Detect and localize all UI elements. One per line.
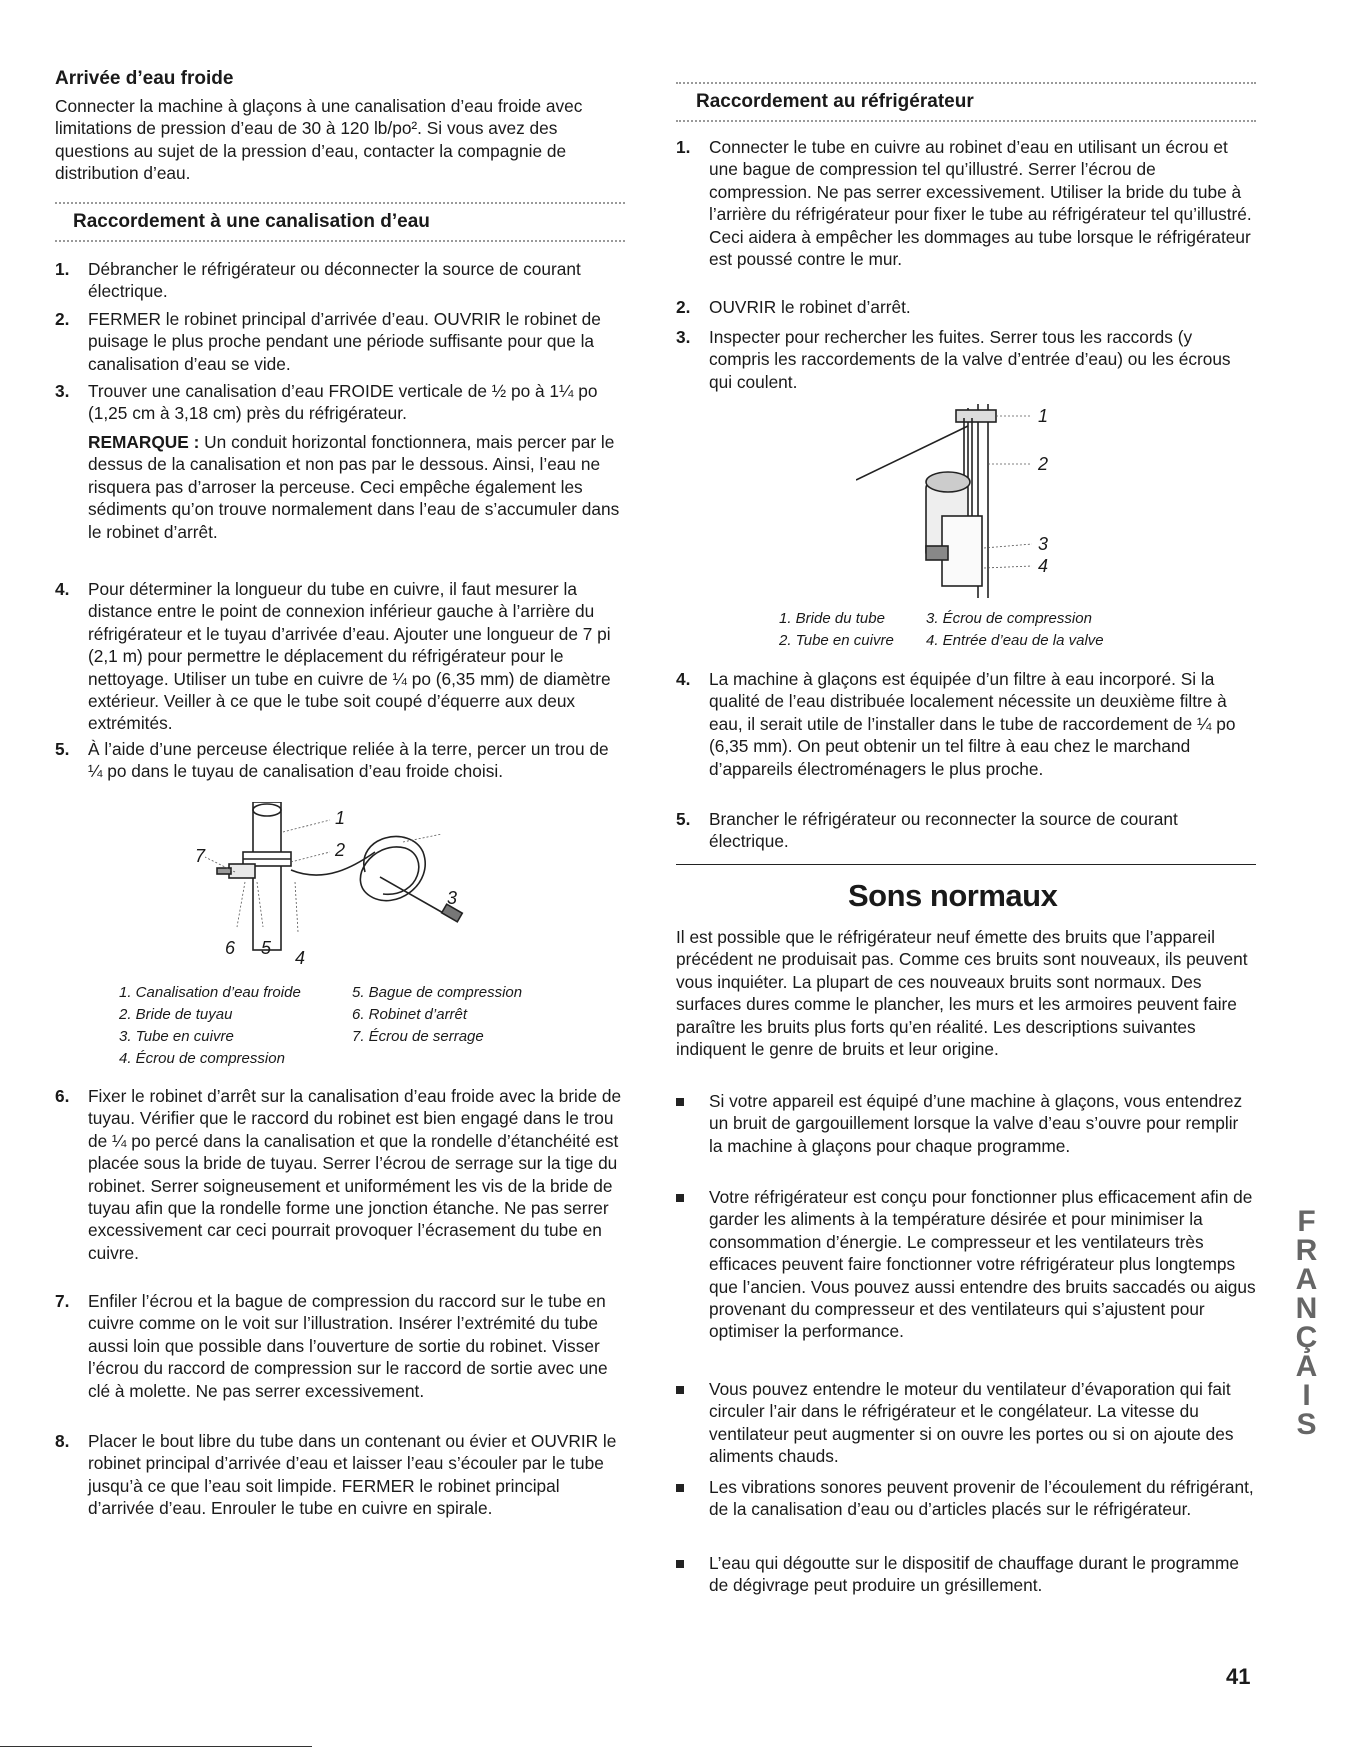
figure-caption-col2 <box>926 608 1104 652</box>
step-text: FERMER le robinet principal d’arrivée d’eau. OUVRIR le robinet de puisage le plus proche pendant une période suffisante pour que la canalisation d’eau se vide. <box>88 309 601 374</box>
figure-refrigerator-connection <box>856 398 1076 602</box>
bullet-text: L’eau qui dégoutte sur le dispositif de chauffage durant le programme de dégivrage peut produire un grésillement. <box>709 1553 1239 1596</box>
heading-sons-normaux: Sons normaux <box>848 878 1058 913</box>
remarque-note <box>88 431 625 543</box>
caption-item: 1. Canalisation d’eau froide <box>119 984 301 1001</box>
bullet-text: Votre réfrigérateur est conçu pour fonctionner plus efficacement afin de garder les aliments à la température désirée et pour minimiser la consommation d’énergie. Le compresseur et les ventilateurs très efficaces peuvent faire fonctionner votre réfrigérateur plus longtemps que l’ancien. Vous pouvez aussi entendre des bruits saccadés ou aigus provenant du compresseur et des ventilateurs qui s’ajustent pour optimiser la performance. <box>709 1187 1256 1342</box>
figure-label-3: 3 <box>1038 534 1049 554</box>
step-text: Pour déterminer la longueur du tube en cuivre, il faut mesurer la distance entre le point de connexion inférieur gauche à l’arrière du réfrigérateur et le tuyau d’arrivée d’eau. Ajouter une longueur de 7 pi (2,1 m) pour permettre le déplacement du réfrigérateur pour le nettoyage. Utiliser un tube en cuivre de ¼ po (6,35 mm) de diamètre extérieur. Veiller à ce que le tube soit coupé d’équerre aux deux extrémités. <box>88 579 611 734</box>
step-text: Enfiler l’écrou et la bague de compression du raccord sur le tube en cuivre comme on le voit sur l’illustration. Insérer l’extrémité du tube aussi loin que possible dans l’ouverture de sortie du robinet. Visser l’écrou du raccord de compression sur le raccord de sortie avec une clé à molette. Ne pas serrer excessivement. <box>88 1291 608 1401</box>
language-side-tab: FRANÇAIS <box>1290 1205 1323 1437</box>
figure-label-7: 7 <box>195 846 206 866</box>
figure-water-line-connection <box>195 802 535 972</box>
step-number: 6. <box>55 1086 70 1106</box>
step-number: 3. <box>676 327 691 347</box>
step-number: 5. <box>55 739 70 759</box>
figure-caption-col1 <box>779 608 894 652</box>
figure-label-2: 2 <box>335 840 346 860</box>
step-number: 2. <box>55 309 70 329</box>
figure-label-1: 1 <box>335 808 346 828</box>
figure-label-1: 1 <box>1038 406 1049 426</box>
caption-item: 4. Entrée d’eau de la valve <box>926 632 1104 649</box>
heading-raccordement-refrigerateur: Raccordement au réfrigérateur <box>696 91 974 112</box>
dotted-divider <box>55 240 625 242</box>
step-text: La machine à glaçons est équipée d’un filtre à eau incorporé. Si la qualité de l’eau distribuée localement nécessite un deuxième filtre à eau, il serait utile de l’installer dans le tube de raccordement de ¼ po (6,35 mm). On peut obtenir un tel filtre à eau chez le marchand d’appareils électroménagers le plus proche. <box>709 669 1236 779</box>
bullet-square-icon <box>676 1484 684 1492</box>
step-number: 3. <box>55 381 70 401</box>
step-number: 4. <box>55 579 70 599</box>
paragraph-sons: Il est possible que le réfrigérateur neuf émette des bruits que l’appareil précédent ne produisait pas. Comme ces bruits sont nouveaux, ils peuvent vous inquiéter. La plupart de ces nouveaux bruits sont normaux. Des surfaces dures comme le plancher, les murs et les armoires peuvent faire paraître les bruits plus forts qu’en réalité. Les descriptions suivantes indiquent le genre de bruits et leur origine. <box>676 927 1248 1060</box>
bullet-text: Les vibrations sonores peuvent provenir de l’écoulement du réfrigérant, de la canalisation d’eau ou d’articles placés sur le réfrigérateur. <box>709 1477 1254 1520</box>
section-divider <box>676 864 1256 865</box>
bullet-square-icon <box>676 1560 684 1568</box>
step-number: 8. <box>55 1431 70 1451</box>
figure-drawing <box>205 802 535 972</box>
bullet-square-icon <box>676 1098 684 1106</box>
figure-caption-col2 <box>352 982 522 1048</box>
caption-item: 2. Tube en cuivre <box>779 632 894 649</box>
caption-item: 1. Bride du tube <box>779 610 885 627</box>
bullet-text: Vous pouvez entendre le moteur du ventilateur d’évaporation qui fait circuler l’air dans le réfrigérateur et le congélateur. La vitesse du ventilateur peut augmenter si on ouvre les portes ou si on ajoute des aliments chauds. <box>709 1379 1234 1467</box>
caption-item: 6. Robinet d’arrêt <box>352 1006 468 1023</box>
step-text: Fixer le robinet d’arrêt sur la canalisation d’eau froide avec la bride de tuyau. Vérifier que le raccord du robinet est bien engagé dans le trou de ¼ po percé dans la canalisation et que la rondelle d’étanchéité est placée sous la bride de tuyau. Serrer l’écrou de serrage sur la tige du robinet. Serrer soigneusement et uniformément les vis de la bride de tuyau afin que la rondelle forme une jonction étanche. Ne pas serrer excessivement car ceci pourrait provoquer l’écrasement du tube en cuivre. <box>88 1086 622 1263</box>
bullet-text: Si votre appareil est équipé d’une machine à glaçons, vous entendrez un bruit de gargouillement lorsque la valve d’eau s’ouvre pour remplir la machine à glaçons pour chaque programme. <box>709 1091 1243 1156</box>
step-text: OUVRIR le robinet d’arrêt. <box>709 297 911 317</box>
remarque-text: Un conduit horizontal fonctionnera, mais percer par le dessus de la canalisation et non pas par le dessous. Ainsi, l’eau ne risquera pas d’arroser la perceuse. Ceci empêche également les sédiments qu’on trouve normalement dans l’eau de s’accumuler dans le robinet d’arrêt. <box>88 432 620 542</box>
figure-label-4: 4 <box>1038 556 1049 576</box>
figure-label-6: 6 <box>225 938 236 958</box>
bullet-square-icon <box>676 1386 684 1394</box>
step-number: 4. <box>676 669 691 689</box>
heading-arrivee-eau-froide: Arrivée d’eau froide <box>55 68 234 89</box>
step-text: Inspecter pour rechercher les fuites. Serrer tous les raccords (y compris les raccordements de la valve d’entrée d’eau) ou les écrous qui coulent. <box>709 327 1231 392</box>
heading-raccordement-canalisation: Raccordement à une canalisation d’eau <box>73 211 430 232</box>
caption-item: 3. Tube en cuivre <box>119 1028 234 1045</box>
step-text: Connecter le tube en cuivre au robinet d’eau en utilisant un écrou et une bague de compression tel qu’illustré. Serrer l’écrou de compression. Ne pas serrer excessivement. Utiliser la bride du tube à l’arrière du réfrigérateur pour fixer le tube au réfrigérateur tel qu’illustré. Ceci aidera à empêcher les dommages au tube lorsque le réfrigérateur est poussé contre le mur. <box>709 137 1252 270</box>
step-number: 7. <box>55 1291 70 1311</box>
dotted-divider <box>676 82 1256 84</box>
caption-item: 2. Bride de tuyau <box>119 1006 233 1023</box>
step-number: 2. <box>676 297 691 317</box>
step-text: Placer le bout libre du tube dans un contenant ou évier et OUVRIR le robinet principal d’arrivée d’eau et laisser l’eau s’écouler par le tube jusqu’à ce que l’eau soit limpide. FERMER le robinet principal d’arrivée d’eau. Enrouler le tube en cuivre en spirale. <box>88 1431 617 1519</box>
page-number: 41 <box>1226 1664 1251 1689</box>
figure-label-2: 2 <box>1038 454 1049 474</box>
step-text: Trouver une canalisation d’eau FROIDE verticale de ½ po à 1¼ po (1,25 cm à 3,18 cm) près du réfrigérateur. <box>88 381 598 424</box>
bottom-edge-line <box>0 1746 312 1747</box>
dotted-divider <box>55 202 625 204</box>
figure-label-3: 3 <box>447 888 458 908</box>
step-number: 1. <box>676 137 691 157</box>
bullet-square-icon <box>676 1194 684 1202</box>
step-text: À l’aide d’une perceuse électrique reliée à la terre, percer un trou de ¼ po dans le tuyau de canalisation d’eau froide choisi. <box>88 739 609 782</box>
figure-label-5: 5 <box>261 938 272 958</box>
figure-caption-col1 <box>119 982 301 1070</box>
step-text: Débrancher le réfrigérateur ou déconnecter la source de courant électrique. <box>88 259 581 302</box>
caption-item: 7. Écrou de serrage <box>352 1028 484 1045</box>
paragraph-arrivee: Connecter la machine à glaçons à une canalisation d’eau froide avec limitations de pression d’eau de 30 à 120 lb/po². Si vous avez des questions au sujet de la pression d’eau, contacter la compagnie de distribution d’eau. <box>55 96 583 184</box>
caption-item: 5. Bague de compression <box>352 984 523 1001</box>
remarque-label: REMARQUE : <box>88 432 200 452</box>
figure-label-4: 4 <box>295 948 306 968</box>
dotted-divider <box>676 120 1256 122</box>
step-text: Brancher le réfrigérateur ou reconnecter la source de courant électrique. <box>709 809 1178 852</box>
step-number: 5. <box>676 809 691 829</box>
caption-item: 4. Écrou de compression <box>119 1050 285 1067</box>
caption-item: 3. Écrou de compression <box>926 610 1092 627</box>
step-number: 1. <box>55 259 70 279</box>
